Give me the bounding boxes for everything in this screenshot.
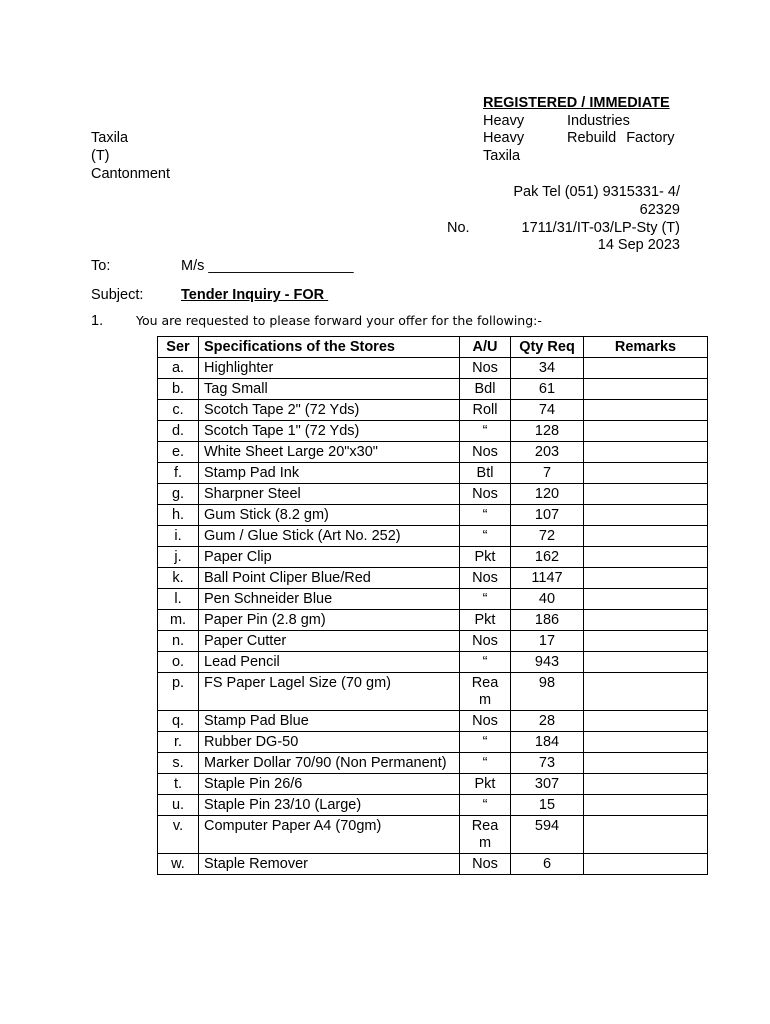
row-au: “ <box>460 795 511 816</box>
row-specification: Paper Clip <box>199 547 460 568</box>
row-specification: Gum Stick (8.2 gm) <box>199 505 460 526</box>
row-au: Nos <box>460 358 511 379</box>
row-au: Nos <box>460 568 511 589</box>
row-au: “ <box>460 421 511 442</box>
row-specification: Staple Pin 26/6 <box>199 774 460 795</box>
row-specification: Marker Dollar 70/90 (Non Permanent) <box>199 753 460 774</box>
paragraph-number: 1. <box>91 313 104 329</box>
row-qty: 307 <box>511 774 584 795</box>
table-row <box>158 526 708 547</box>
table-row <box>158 400 708 421</box>
row-remarks <box>584 526 708 547</box>
header-specifications: Specifications of the Stores <box>199 337 460 358</box>
row-remarks <box>584 753 708 774</box>
left-address-line1: Taxila <box>91 130 129 146</box>
table-row <box>158 610 708 631</box>
row-qty: 61 <box>511 379 584 400</box>
row-au: Nos <box>460 631 511 652</box>
left-address-line3: Cantonment <box>91 166 170 182</box>
row-ser: e. <box>158 442 199 463</box>
row-specification: Pen Schneider Blue <box>199 589 460 610</box>
table-row <box>158 732 708 753</box>
row-ser: i. <box>158 526 199 547</box>
row-qty: 594 <box>511 816 584 854</box>
table-row <box>158 631 708 652</box>
stores-table <box>157 336 708 875</box>
row-remarks <box>584 854 708 875</box>
row-remarks <box>584 421 708 442</box>
header-qty-req: Qty Req <box>511 337 584 358</box>
table-row <box>158 589 708 610</box>
row-au: Nos <box>460 854 511 875</box>
row-ser: u. <box>158 795 199 816</box>
row-qty: 74 <box>511 400 584 421</box>
row-ser: w. <box>158 854 199 875</box>
table-row <box>158 854 708 875</box>
row-specification: Paper Pin (2.8 gm) <box>199 610 460 631</box>
row-ser: s. <box>158 753 199 774</box>
table-row <box>158 816 708 854</box>
row-remarks <box>584 400 708 421</box>
telephone-line: Pak Tel (051) 9315331- 4/ <box>513 184 680 200</box>
row-qty: 128 <box>511 421 584 442</box>
row-specification: Paper Cutter <box>199 631 460 652</box>
row-remarks <box>584 774 708 795</box>
row-specification: Computer Paper A4 (70gm) <box>199 816 460 854</box>
row-au: “ <box>460 652 511 673</box>
row-ser: f. <box>158 463 199 484</box>
row-qty: 186 <box>511 610 584 631</box>
row-au: “ <box>460 505 511 526</box>
row-remarks <box>584 673 708 711</box>
row-au: Nos <box>460 484 511 505</box>
row-remarks <box>584 568 708 589</box>
header-au: A/U <box>460 337 511 358</box>
row-au: Nos <box>460 711 511 732</box>
table-row <box>158 484 708 505</box>
row-au: Rea m <box>460 673 511 711</box>
row-ser: h. <box>158 505 199 526</box>
row-ser: l. <box>158 589 199 610</box>
row-remarks <box>584 589 708 610</box>
paragraph-text: You are requested to please forward your offer for the following:- <box>136 313 542 328</box>
row-specification: Scotch Tape 2" (72 Yds) <box>199 400 460 421</box>
row-specification: Staple Remover <box>199 854 460 875</box>
table-row <box>158 463 708 484</box>
row-ser: m. <box>158 610 199 631</box>
row-au: Pkt <box>460 610 511 631</box>
table-header-row <box>158 337 708 358</box>
row-au: “ <box>460 732 511 753</box>
row-ser: q. <box>158 711 199 732</box>
org-line2-a: Heavy <box>483 130 525 146</box>
row-qty: 120 <box>511 484 584 505</box>
row-au: Pkt <box>460 547 511 568</box>
row-specification: Rubber DG-50 <box>199 732 460 753</box>
table-row <box>158 505 708 526</box>
row-remarks <box>584 547 708 568</box>
registered-heading: REGISTERED / IMMEDIATE <box>483 95 670 111</box>
row-qty: 6 <box>511 854 584 875</box>
row-specification: Tag Small <box>199 379 460 400</box>
row-qty: 34 <box>511 358 584 379</box>
table-row <box>158 442 708 463</box>
row-qty: 162 <box>511 547 584 568</box>
row-remarks <box>584 505 708 526</box>
row-qty: 17 <box>511 631 584 652</box>
table-row <box>158 652 708 673</box>
row-qty: 15 <box>511 795 584 816</box>
row-qty: 28 <box>511 711 584 732</box>
reference-number: 1711/31/IT-03/LP-Sty (T) <box>521 220 680 236</box>
row-ser: j. <box>158 547 199 568</box>
row-qty: 72 <box>511 526 584 547</box>
to-label: To: <box>91 258 111 274</box>
row-remarks <box>584 732 708 753</box>
row-specification: Lead Pencil <box>199 652 460 673</box>
row-qty: 98 <box>511 673 584 711</box>
row-ser: v. <box>158 816 199 854</box>
org-line3: Taxila <box>483 148 521 164</box>
row-ser: n. <box>158 631 199 652</box>
to-value: M/s __________________ <box>181 258 354 274</box>
row-au: “ <box>460 589 511 610</box>
row-ser: p. <box>158 673 199 711</box>
row-au: Pkt <box>460 774 511 795</box>
row-qty: 1147 <box>511 568 584 589</box>
row-remarks <box>584 358 708 379</box>
table-row <box>158 547 708 568</box>
reference-label: No. <box>447 220 470 236</box>
row-qty: 184 <box>511 732 584 753</box>
letter-date: 14 Sep 2023 <box>597 237 680 253</box>
row-au: “ <box>460 526 511 547</box>
row-qty: 203 <box>511 442 584 463</box>
row-au: Bdl <box>460 379 511 400</box>
row-remarks <box>584 442 708 463</box>
row-remarks <box>584 484 708 505</box>
row-ser: o. <box>158 652 199 673</box>
row-specification: Ball Point Cliper Blue/Red <box>199 568 460 589</box>
header-ser: Ser <box>158 337 199 358</box>
row-ser: t. <box>158 774 199 795</box>
row-specification: White Sheet Large 20"x30" <box>199 442 460 463</box>
org-line2-b: Rebuild Factory <box>567 130 675 146</box>
row-au: Nos <box>460 442 511 463</box>
table-row <box>158 711 708 732</box>
subject-label: Subject: <box>91 287 144 303</box>
row-ser: k. <box>158 568 199 589</box>
org-line1-a: Heavy <box>483 113 525 129</box>
header-remarks: Remarks <box>584 337 708 358</box>
row-ser: d. <box>158 421 199 442</box>
row-specification: Sharpner Steel <box>199 484 460 505</box>
table-row <box>158 379 708 400</box>
subject-value: Tender Inquiry - FOR <box>181 287 329 303</box>
row-ser: c. <box>158 400 199 421</box>
left-address-line2: (T) <box>91 148 110 164</box>
row-qty: 107 <box>511 505 584 526</box>
telephone-continued: 62329 <box>639 202 680 218</box>
row-specification: Stamp Pad Ink <box>199 463 460 484</box>
table-body <box>158 358 708 875</box>
table-row <box>158 568 708 589</box>
row-ser: b. <box>158 379 199 400</box>
row-qty: 943 <box>511 652 584 673</box>
row-remarks <box>584 379 708 400</box>
row-specification: Highlighter <box>199 358 460 379</box>
table-row <box>158 673 708 711</box>
row-specification: Scotch Tape 1" (72 Yds) <box>199 421 460 442</box>
row-specification: Stamp Pad Blue <box>199 711 460 732</box>
table-row <box>158 358 708 379</box>
row-qty: 40 <box>511 589 584 610</box>
table-row <box>158 795 708 816</box>
row-remarks <box>584 652 708 673</box>
table-row <box>158 774 708 795</box>
row-specification: Gum / Glue Stick (Art No. 252) <box>199 526 460 547</box>
row-ser: r. <box>158 732 199 753</box>
row-au: “ <box>460 753 511 774</box>
row-remarks <box>584 816 708 854</box>
row-ser: a. <box>158 358 199 379</box>
table-row <box>158 421 708 442</box>
row-au: Btl <box>460 463 511 484</box>
row-ser: g. <box>158 484 199 505</box>
row-remarks <box>584 631 708 652</box>
row-au: Rea m <box>460 816 511 854</box>
row-remarks <box>584 463 708 484</box>
row-remarks <box>584 711 708 732</box>
row-qty: 7 <box>511 463 584 484</box>
table-row <box>158 753 708 774</box>
row-specification: FS Paper Lagel Size (70 gm) <box>199 673 460 711</box>
org-line1-b: Industries <box>567 113 630 129</box>
row-remarks <box>584 610 708 631</box>
row-qty: 73 <box>511 753 584 774</box>
row-au: Roll <box>460 400 511 421</box>
row-specification: Staple Pin 23/10 (Large) <box>199 795 460 816</box>
row-remarks <box>584 795 708 816</box>
